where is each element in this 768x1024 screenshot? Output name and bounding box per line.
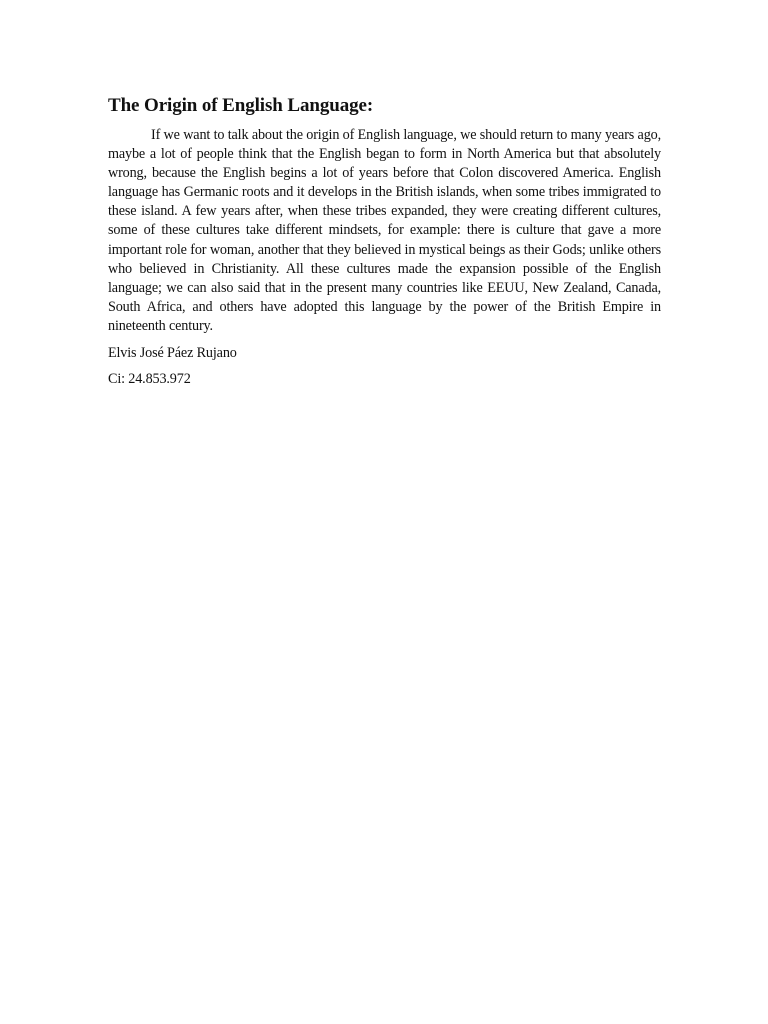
document-title: The Origin of English Language: [108, 95, 374, 116]
id-number: Ci: 24.853.972 [108, 371, 191, 388]
author-name: Elvis José Páez Rujano [108, 345, 237, 362]
body-paragraph: If we want to talk about the origin of English language, we should return to many years ago, maybe a lot of people think that the English began to form in North America but that absolutely wrong, because the English begins a lot of years before that Colon discovered America. English language has Germanic roots and it develops in the British islands, when some tribes immigrated to these island. A few years after, when these tribes expanded, they were creating different cultures, some of these cultures take different mindsets, for example: there is culture that gave a more important role for woman, another that they believed in mystical beings as their Gods; unlike others who believed in Christianity. All these cultures made the expansion possible of the English language; we can also said that in the present many countries like EEUU, New Zealand, Canada, South Africa, and others have adopted this language by the power of the British Empire in nineteenth century. [108, 127, 661, 334]
document-content [108, 94, 661, 396]
